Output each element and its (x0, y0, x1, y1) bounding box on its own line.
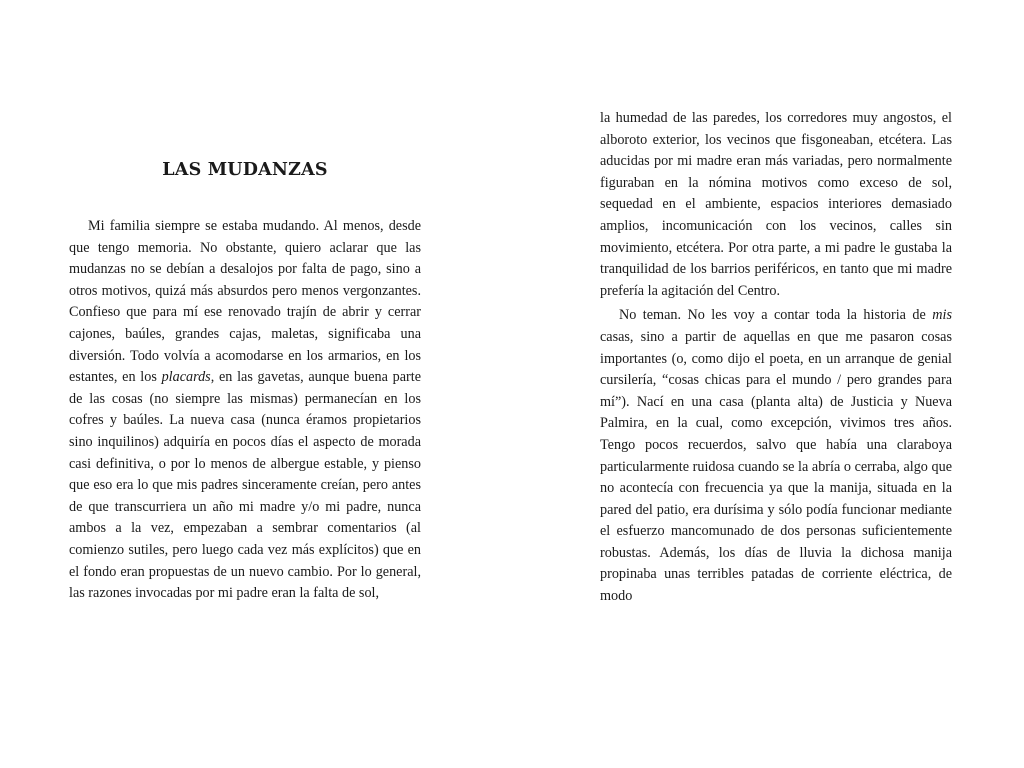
paragraph-2-text-a: No teman. No les voy a contar toda la historia de (619, 307, 933, 324)
paragraph-1-text-a: Mi familia siempre se estaba mudando. Al menos, desde que tengo memoria. No obstante, quiero aclarar que las mudanzas no se debían a desalojos por falta de pago, sino a otros motivos, quizá más absurdos pero menos vergonzantes. Confieso que para mí ese renovado trajín de abrir y cerrar cajones, baúles, grandes cajas, maletas, significaba una diversión. Todo volvía a acomodarse en los armarios, en los estantes, en los (69, 218, 421, 386)
paragraph-2-text-b: casas, sino a partir de aquellas en que me pasaron cosas importantes (o, como dijo el poeta, en un arranque de genial cursilería, “cosas chicas para el mundo / pero grandes para mí”). Nací en una casa (planta alta) de Justicia y Nueva Palmira, en la cual, como excepción, vivimos tres años. Tengo pocos recuerdos, salvo que había una claraboya particularmente ruidosa cuando se la abría o cerraba, algo que no acontecía con frecuencia ya que la manija, situada en la pared del patio, era durísima y sólo podía funcionar mediante el esfuerzo mancomunado de dos personas suficientemente robustas. Además, los días de lluvia la dichosa manija propinaba unas terribles patadas de corriente eléctrica, de modo (600, 328, 952, 605)
right-page (512, 0, 1024, 768)
paragraph-2 (600, 305, 952, 607)
italic-word-mis: mis (932, 307, 952, 324)
paragraph-1-text-b: , en las gavetas, aunque buena parte de las cosas (no siempre las mismas) permanecían en los cofres y baúles. La nueva casa (nunca éramos propietarios sino inquilinos) adquiría en pocos días el aspecto de morada casi definitiva, o por lo menos de albergue estable, y pienso que eso era lo que mis padres sinceramente creían, pero antes de que transcurriera un año mi madre y/o mi padre, nunca ambos a la vez, empezaban a sembrar comentarios (al comienzo sutiles, pero luego cada vez más explícitos) que en el fondo eran propuestas de un nuevo cambio. Por lo general, las razones invocadas por mi padre eran la falta de sol, (69, 369, 421, 602)
chapter-title: LAS MUDANZAS (162, 160, 328, 180)
left-text-column (69, 216, 421, 605)
italic-word-placards: placards (161, 369, 211, 386)
paragraph-1-continued: la humedad de las paredes, los corredores muy angostos, el alboroto exterior, los vecinos que fisgoneaban, etcétera. Las aducidas por mi madre eran más variadas, pero normalmente figuraban en la nómina motivos como exceso de sol, sequedad en el ambiente, espacios interiores demasiado amplios, incomunicación con los vecinos, calles sin movimiento, etcétera. Por otra parte, a mi padre le gustaba la tranquilidad de los barrios periféricos, en tanto que mi madre prefería la agitación del Centro. (600, 110, 952, 299)
paragraph-1 (69, 216, 421, 605)
right-text-column (600, 108, 952, 608)
